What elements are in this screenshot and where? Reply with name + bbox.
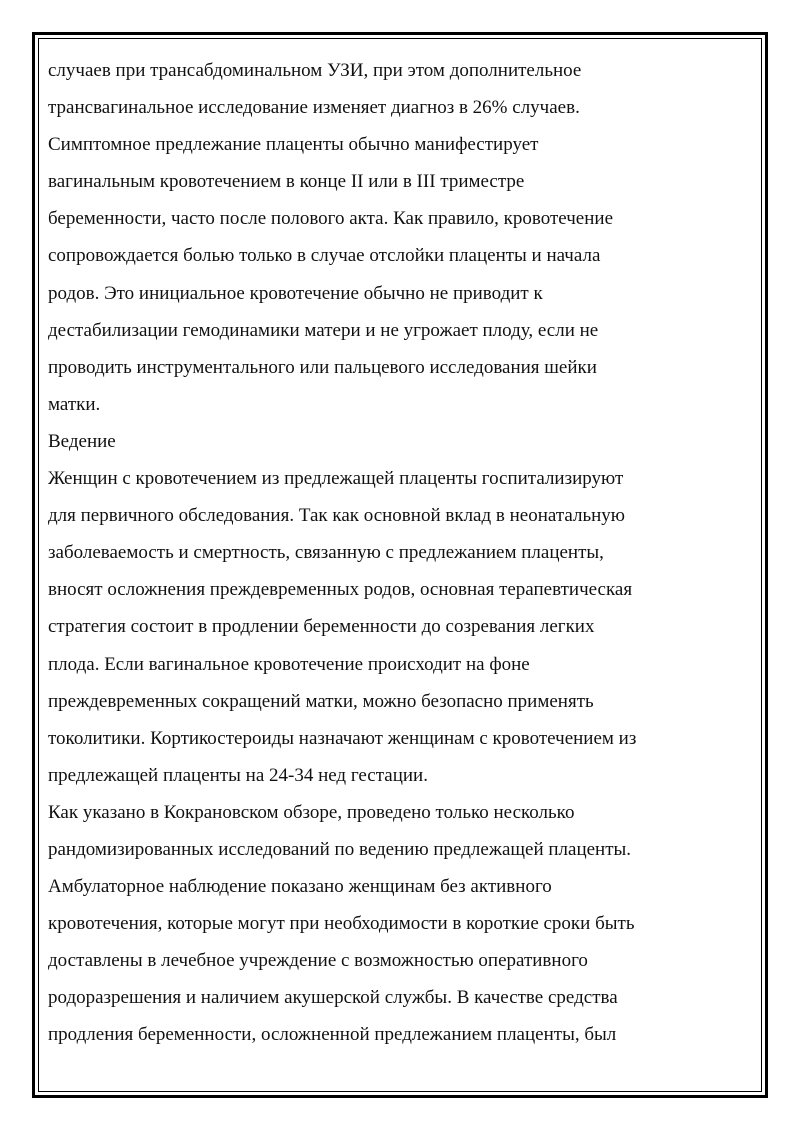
text-line: дестабилизации гемодинамики матери и не угрожает плоду, если не bbox=[48, 319, 599, 341]
section-heading: Ведение bbox=[48, 430, 116, 452]
text-line: заболеваемость и смертность, связанную с предлежанием плаценты, bbox=[48, 542, 604, 564]
text-line: родоразрешения и наличием акушерской службы. В качестве средства bbox=[48, 987, 618, 1009]
text-line: Женщин с кровотечением из предлежащей плаценты госпитализируют bbox=[48, 468, 624, 490]
text-line: рандомизированных исследований по ведению предлежащей плаценты. bbox=[48, 838, 632, 860]
text-line: родов. Это инициальное кровотечение обычно не приводит к bbox=[48, 282, 543, 304]
text-line: проводить инструментального или пальцевого исследования шейки bbox=[48, 356, 597, 378]
document-text bbox=[48, 52, 738, 1054]
text-line: Симптомное предлежание плаценты обычно манифестирует bbox=[48, 134, 539, 156]
text-line: беременности, часто после полового акта. Как правило, кровотечение bbox=[48, 208, 614, 230]
text-line: преждевременных сокращений матки, можно безопасно применять bbox=[48, 690, 594, 712]
text-line: трансвагинальное исследование изменяет диагноз в 26% случаев. bbox=[48, 97, 580, 119]
text-line: вагинальным кровотечением в конце II или в III триместре bbox=[48, 171, 525, 193]
text-line: продления беременности, осложненной предлежанием плаценты, был bbox=[48, 1024, 617, 1046]
text-line: случаев при трансабдоминальном УЗИ, при этом дополнительное bbox=[48, 60, 582, 81]
text-line: вносят осложнения преждевременных родов, основная терапевтическая bbox=[48, 579, 633, 601]
text-line: предлежащей плаценты на 24-34 нед гестации. bbox=[48, 764, 428, 786]
text-line: стратегия состоит в продлении беременности до созревания легких bbox=[48, 616, 595, 638]
text-line: доставлены в лечебное учреждение с возможностью оперативного bbox=[48, 950, 588, 972]
text-line: для первичного обследования. Так как основной вклад в неонатальную bbox=[48, 505, 625, 527]
text-line: плода. Если вагинальное кровотечение происходит на фоне bbox=[48, 653, 530, 675]
text-line: кровотечения, которые могут при необходимости в короткие сроки быть bbox=[48, 913, 635, 935]
text-line: сопровождается болью только в случае отслойки плаценты и начала bbox=[48, 245, 601, 267]
text-line: токолитики. Кортикостероиды назначают женщинам с кровотечением из bbox=[48, 727, 637, 749]
text-line: Как указано в Кокрановском обзоре, проведено только несколько bbox=[48, 801, 575, 823]
text-line: матки. bbox=[48, 393, 101, 415]
text-line: Амбулаторное наблюдение показано женщинам без активного bbox=[48, 876, 552, 898]
